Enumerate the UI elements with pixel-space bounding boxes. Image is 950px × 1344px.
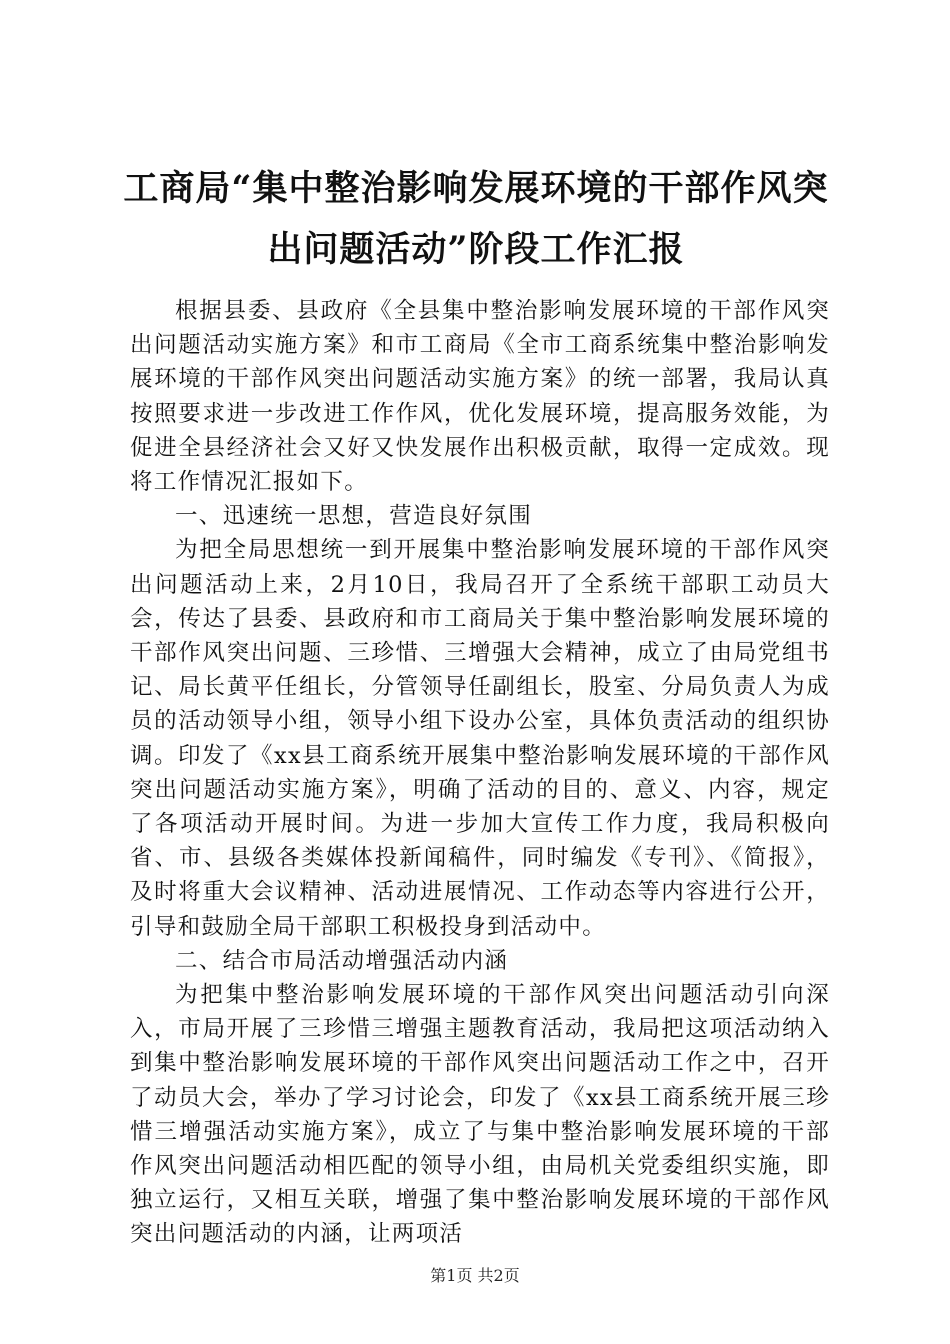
intro-paragraph: 根据县委、县政府《全县集中整治影响发展环境的干部作风突出问题活动实施方案》和市工商局《全市工商系统集中整治影响发展环境的干部作风突出问题活动实施方案》的统一部署，我局认真按照要求进一步改进工作作风，优化发展环境，提高服务效能，为促进全县经济社会又好又快发展作出积极贡献，取得一定成效。现将工作情况汇报如下。 [130, 298, 830, 496]
section-paragraph-2: 为把集中整治影响发展环境的干部作风突出问题活动引向深入，市局开展了三珍惜三增强主题教育活动，我局把这项活动纳入到集中整治影响发展环境的干部作风突出问题活动工作之中，召开了动员大会，举办了学习讨论会，印发了《xx县工商系统开展三珍惜三增强活动实施方案》，成立了与集中整治影响发展环境的干部作风突出问题活动相匹配的领导小组，由局机关党委组织实施，即独立运行，又相互关联，增强了集中整治影响发展环境的干部作风突出问题活动的内涵，让两项活 [130, 982, 830, 1248]
section-paragraph-1: 为把全局思想统一到开展集中整治影响发展环境的干部作风突出问题活动上来，2月10日，我局召开了全系统干部职工动员大会，传达了县委、县政府和市工商局关于集中整治影响发展环境的干部作风突出问题、三珍惜、三增强大会精神，成立了由局党组书记、局长黄平任组长，分管领导任副组长，股室、分局负责人为成员的活动领导小组，领导小组下设办公室，具体负责活动的组织协调。印发了《xx县工商系统开展集中整治影响发展环境的干部作风突出问题活动实施方案》，明确了活动的目的、意义、内容，规定了各项活动开展时间。为进一步加大宣传工作力度，我局积极向省、市、县级各类媒体投新闻稿件，同时编发《专刊》、《简报》，及时将重大会议精神、活动进展情况、工作动态等内容进行公开，引导和鼓励全局干部职工积极投身到活动中。 [130, 537, 830, 940]
section-heading-2: 二、结合市局活动增强活动内涵 [175, 947, 509, 974]
section-heading-1: 一、迅速统一思想，营造良好氛围 [175, 503, 533, 530]
page-number-footer: 第1页 共2页 [430, 1266, 520, 1285]
document-title: 工商局“集中整治影响发展环境的干部作风突出问题活动”阶段工作汇报 [123, 168, 829, 270]
document-body [130, 294, 830, 1252]
